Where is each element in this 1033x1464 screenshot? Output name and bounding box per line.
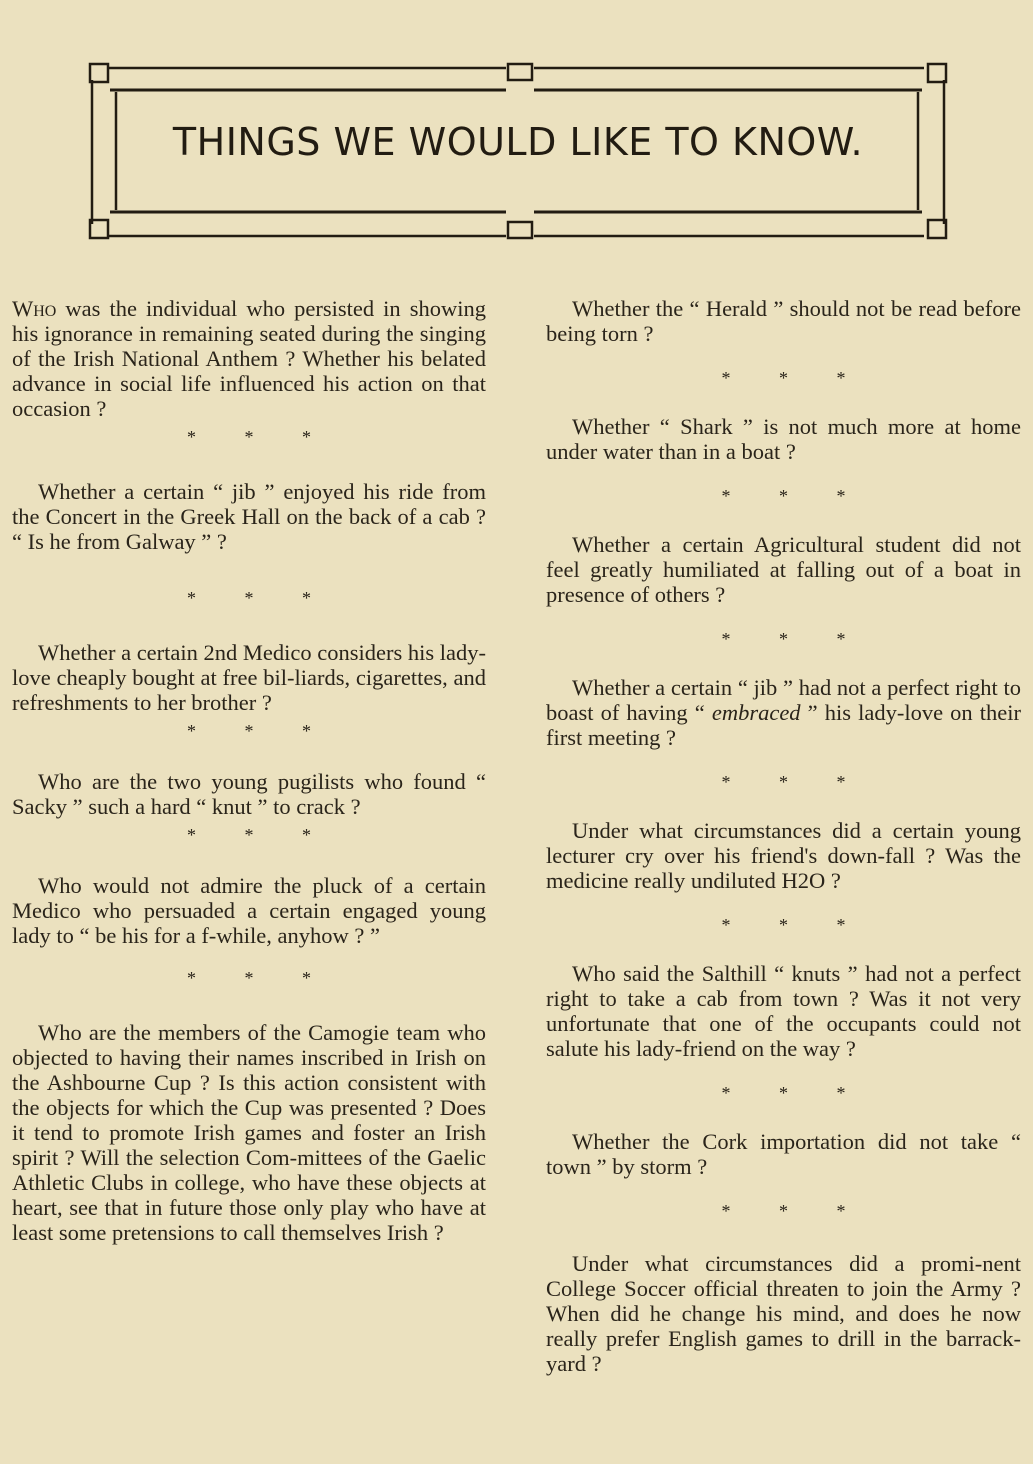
lead-word: Who [12, 296, 57, 321]
question-entry: Whether “ Shark ” is not much more at home under water than in a boat ? [546, 414, 1021, 464]
question-entry: Under what circumstances did a promi-nent College Soccer official threaten to join the Army ? When did he change his mind, and does he now really prefer English games to drill in the barrack-yard ? [546, 1251, 1021, 1376]
question-text: Whether a certain “ jib ” had not a perfect right to boast of having “ [546, 675, 1021, 725]
separator-stars: * * * [721, 1083, 868, 1103]
separator-stars: * * * [187, 588, 333, 608]
separator-stars: * * * [721, 1201, 868, 1221]
title-frame [88, 62, 948, 242]
question-entry: Whether a certain “ jib ” enjoyed his ride from the Concert in the Greek Hall on the back of a cab ? “ Is he from Galway ” ? [12, 479, 486, 554]
question-entry: Whether a certain 2nd Medico considers his lady-love cheaply bought at free bil-liards, cigarettes, and refreshments to her brother ? [12, 640, 486, 715]
separator-stars: * * * [187, 721, 333, 741]
question-entry: Who would not admire the pluck of a certain Medico who persuaded a certain engaged young lady to “ be his for a f-while, anyhow ? ” [12, 873, 486, 948]
question-entry: Whether a certain Agricultural student did not feel greatly humiliated at falling out of a boat in presence of others ? [546, 532, 1021, 607]
question-text: ” his lady-love on their first meeting ? [546, 700, 1021, 750]
separator-stars: * * * [721, 368, 868, 388]
separator-stars: * * * [721, 772, 868, 792]
separator-stars: * * * [187, 427, 333, 447]
separator-stars: * * * [187, 968, 333, 988]
right-column [546, 296, 1021, 1376]
question-entry: Who are the two young pugilists who found “ Sacky ” such a hard “ knut ” to crack ? [12, 769, 486, 819]
separator-stars: * * * [721, 486, 868, 506]
question-entry: Who are the members of the Camogie team who objected to having their names inscribed in Irish on the Ashbourne Cup ? Is this action consistent with the objects for which the Cup was presented ? Does it tend to promote Irish games and foster an Irish spirit ? Will the selection Com-mittees of the Gaelic Athletic Clubs in college, who have these objects at heart, see that in future those only play who have at least some pretensions to call themselves Irish ? [12, 1020, 486, 1245]
page-title: THINGS WE WOULD LIKE TO KNOW. [172, 120, 864, 164]
question-entry: Under what circumstances did a certain young lecturer cry over his friend's down-fall ? Was the medicine really undiluted H2O ? [546, 818, 1021, 893]
separator-stars: * * * [721, 915, 868, 935]
question-entry [546, 675, 1021, 750]
question-text: was the individual who persisted in showing his ignorance in remaining seated during the singing of the Irish National Anthem ? Whether his belated advance in social life influenced his action on that occasion ? [12, 296, 486, 421]
separator-stars: * * * [187, 825, 333, 845]
question-entry: Who said the Salthill “ knuts ” had not a perfect right to take a cab from town ? Was it not very unfortunate that one of the occupants could not salute his lady-friend on the way ? [546, 961, 1021, 1061]
question-entry: Whether the Cork importation did not take “ town ” by storm ? [546, 1129, 1021, 1179]
question-entry [12, 296, 486, 421]
question-entry: Whether the “ Herald ” should not be read before being torn ? [546, 296, 1021, 346]
separator-stars: * * * [721, 629, 868, 649]
left-column [12, 296, 486, 1245]
italic-word: embraced [711, 700, 801, 725]
